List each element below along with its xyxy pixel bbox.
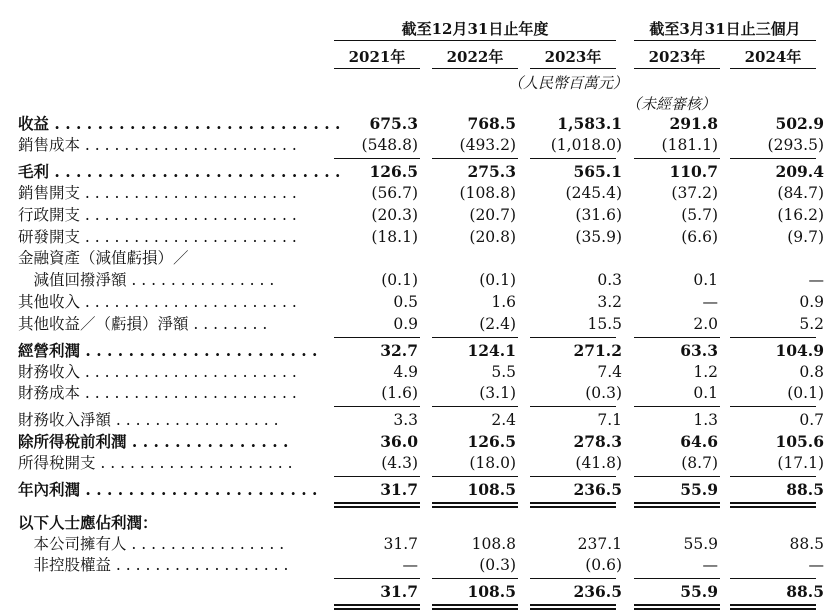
cell: 3.2 (597, 293, 622, 311)
double-rule (432, 506, 518, 508)
double-rule (730, 604, 816, 606)
cell: — (808, 271, 824, 289)
row-finance-costs (0, 383, 830, 403)
row-rnd-expenses (0, 227, 830, 247)
row-label: 其他收益／（虧損）淨額 . . . . . . . . (18, 315, 268, 333)
year-underline-2021 (334, 68, 420, 69)
subtotal-rule-cols (334, 476, 420, 477)
subtotal-rule-cols (730, 337, 816, 338)
subtotal-rule-cols (432, 578, 518, 579)
row-label: 所得稅開支 . . . . . . . . . . . . . . . . . . . . (18, 454, 293, 472)
cell: 1.6 (491, 293, 516, 311)
year-underline-2022 (432, 68, 518, 69)
cell: 124.1 (467, 341, 516, 360)
row-operating-profit (0, 341, 830, 361)
cell: 0.8 (799, 363, 824, 381)
cell: (84.7) (777, 184, 824, 202)
year-header-2021: 2021年 (348, 48, 406, 66)
subtotal-rule-cols (530, 476, 616, 477)
subtotal-rule-cols (634, 158, 720, 159)
cell: (1,018.0) (550, 136, 622, 154)
subtotal-rule-cols (432, 337, 518, 338)
row-label: 金融資產（減值虧損）／ (18, 249, 189, 267)
double-rule (432, 608, 518, 610)
year-header-2023: 2023年 (544, 48, 602, 66)
cell: (0.1) (381, 271, 418, 289)
row-other-gains (0, 314, 830, 334)
cell: 2.4 (491, 411, 516, 429)
cell: 110.7 (669, 162, 718, 181)
row-profit-before-tax (0, 432, 830, 452)
double-rule (634, 502, 720, 504)
row-label: 年內利潤 . . . . . . . . . . . . . . . . . . . . . . (18, 480, 318, 499)
period-group-annual: 截至12月31日止年度 (401, 20, 549, 38)
year-header-2022: 2022年 (446, 48, 504, 66)
row-label: 研發開支 . . . . . . . . . . . . . . . . . . . . . . (18, 228, 297, 246)
cell: 5.5 (491, 363, 516, 381)
unaudited-note: （未經審核） (626, 95, 717, 113)
cell: (41.8) (575, 454, 622, 472)
subtotal-rule-cols (634, 476, 720, 477)
subtotal-rule-cols (334, 158, 420, 159)
cell: 565.1 (573, 162, 622, 181)
cell: (181.1) (661, 136, 718, 154)
cell: 31.7 (383, 535, 418, 553)
cell: 108.5 (467, 582, 516, 601)
cell: (493.2) (459, 136, 516, 154)
subtotal-rule-cols (634, 578, 720, 579)
cell: 0.9 (393, 315, 418, 333)
cell: 15.5 (587, 315, 622, 333)
subtotal-rule-cols (634, 406, 720, 407)
double-rule (530, 506, 616, 508)
cell: (4.3) (381, 454, 418, 472)
double-rule (730, 502, 816, 504)
cell: (31.6) (575, 206, 622, 224)
cell: 0.1 (693, 271, 718, 289)
cell: 768.5 (467, 114, 516, 133)
subtotal-rule-cols (432, 158, 518, 159)
cell: (56.7) (371, 184, 418, 202)
cell: 236.5 (573, 480, 622, 499)
double-rule (634, 608, 720, 610)
subtotal-rule-cols (334, 578, 420, 579)
cell: 108.5 (467, 480, 516, 499)
row-label: 其他收入 . . . . . . . . . . . . . . . . . . . . . . (18, 293, 297, 311)
row-admin-expenses (0, 205, 830, 225)
year-header-2023-q: 2023年 (648, 48, 706, 66)
group-underline-quarter (634, 40, 816, 41)
cell: 0.9 (799, 293, 824, 311)
cell: 55.9 (680, 582, 718, 601)
cell: (35.9) (575, 228, 622, 246)
double-rule (530, 608, 616, 610)
group-underline-annual (334, 40, 616, 41)
row-impairment-net (0, 270, 830, 290)
double-rule (634, 506, 720, 508)
row-label: 除所得稅前利潤 . . . . . . . . . . . . . . . (18, 432, 289, 451)
subtotal-rule-cols (730, 578, 816, 579)
row-label: 銷售成本 . . . . . . . . . . . . . . . . . . . . . . (18, 136, 297, 154)
row-label: 財務成本 . . . . . . . . . . . . . . . . . . . . . . (18, 384, 297, 402)
cell: 88.5 (786, 582, 824, 601)
cell: (8.7) (681, 454, 718, 472)
row-attributable-total (0, 582, 830, 602)
row-label: 本公司擁有人 . . . . . . . . . . . . . . . . (18, 535, 285, 553)
cell: 63.3 (680, 341, 718, 360)
subtotal-rule-cols (432, 476, 518, 477)
subtotal-rule-cols (530, 406, 616, 407)
row-attributable-heading (0, 513, 830, 533)
cell: 7.4 (597, 363, 622, 381)
cell: 31.7 (380, 582, 418, 601)
year-underline-2024-q (730, 68, 816, 69)
row-selling-expenses (0, 183, 830, 203)
cell: 675.3 (369, 114, 418, 133)
cell: (6.6) (681, 228, 718, 246)
row-label: 經營利潤 . . . . . . . . . . . . . . . . . . . . . . (18, 341, 318, 360)
cell: 7.1 (597, 411, 622, 429)
cell: 237.1 (577, 535, 622, 553)
cell: (0.1) (787, 384, 824, 402)
cell: (0.6) (585, 556, 622, 574)
row-label: 收益 . . . . . . . . . . . . . . . . . . . . . . . . . . . (18, 114, 341, 133)
cell: 55.9 (680, 480, 718, 499)
currency-note: （人民幣百萬元） (508, 74, 629, 92)
row-profit-for-year (0, 480, 830, 500)
period-group-quarter: 截至3月31日止三個月 (649, 20, 801, 38)
row-finance-income (0, 362, 830, 382)
cell: 126.5 (369, 162, 418, 181)
double-rule (530, 604, 616, 606)
cell: 236.5 (573, 582, 622, 601)
cell: 278.3 (573, 432, 622, 451)
cell: (293.5) (767, 136, 824, 154)
double-rule (730, 608, 816, 610)
cell: 88.5 (786, 480, 824, 499)
double-rule (334, 608, 420, 610)
double-rule (530, 502, 616, 504)
cell: (18.0) (469, 454, 516, 472)
row-owners (0, 534, 830, 554)
subtotal-rule-cols (432, 406, 518, 407)
double-rule (334, 502, 420, 504)
cell: (5.7) (681, 206, 718, 224)
row-label: 毛利 . . . . . . . . . . . . . . . . . . . . . . . . . . . (18, 162, 341, 181)
row-impairment-heading (0, 248, 830, 268)
cell: — (702, 293, 718, 311)
cell: 1.2 (693, 363, 718, 381)
cell: 275.3 (467, 162, 516, 181)
cell: (9.7) (787, 228, 824, 246)
row-net-finance-income (0, 410, 830, 430)
cell: 105.6 (775, 432, 824, 451)
row-income-tax (0, 453, 830, 473)
cell: 88.5 (789, 535, 824, 553)
row-label: 財務收入淨額 . . . . . . . . . . . . . . . . . (18, 411, 279, 429)
year-underline-2023-q (634, 68, 720, 69)
cell: — (402, 556, 418, 574)
subtotal-rule-cols (530, 578, 616, 579)
cell: 126.5 (467, 432, 516, 451)
subtotal-rule-cols (530, 337, 616, 338)
row-label: 銷售開支 . . . . . . . . . . . . . . . . . . . . . . (18, 184, 297, 202)
cell: 64.6 (680, 432, 718, 451)
cell: (37.2) (671, 184, 718, 202)
row-label: 行政開支 . . . . . . . . . . . . . . . . . . . . . . (18, 206, 297, 224)
cell: (245.4) (565, 184, 622, 202)
cell: (3.1) (479, 384, 516, 402)
cell: 36.0 (380, 432, 418, 451)
cell: 31.7 (380, 480, 418, 499)
row-gross-profit (0, 162, 830, 182)
cell: — (702, 556, 718, 574)
cell: 271.2 (573, 341, 622, 360)
double-rule (334, 604, 420, 606)
double-rule (634, 604, 720, 606)
subtotal-rule-cols (730, 158, 816, 159)
cell: 32.7 (380, 341, 418, 360)
row-label: 非控股權益 . . . . . . . . . . . . . . . . . . (18, 556, 289, 574)
cell: 502.9 (775, 114, 824, 133)
cell: 1,583.1 (557, 114, 622, 133)
cell: 2.0 (693, 315, 718, 333)
cell: (20.8) (469, 228, 516, 246)
double-rule (432, 502, 518, 504)
row-non-controlling (0, 555, 830, 575)
row-revenue (0, 114, 830, 134)
row-cost-of-sales (0, 135, 830, 155)
row-other-income (0, 292, 830, 312)
cell: 104.9 (775, 341, 824, 360)
cell: (2.4) (479, 315, 516, 333)
cell: — (808, 556, 824, 574)
subtotal-rule-cols (530, 158, 616, 159)
subtotal-rule-cols (334, 337, 420, 338)
cell: (1.6) (381, 384, 418, 402)
cell: (0.1) (479, 271, 516, 289)
cell: 4.9 (393, 363, 418, 381)
cell: 1.3 (693, 411, 718, 429)
row-label: 減值回撥淨額 . . . . . . . . . . . . . . . (18, 271, 275, 289)
cell: (548.8) (361, 136, 418, 154)
double-rule (730, 506, 816, 508)
cell: 0.7 (799, 411, 824, 429)
cell: 209.4 (775, 162, 824, 181)
year-underline-2023 (530, 68, 616, 69)
cell: 5.2 (799, 315, 824, 333)
cell: (18.1) (371, 228, 418, 246)
cell: (17.1) (777, 454, 824, 472)
cell: 3.3 (393, 411, 418, 429)
double-rule (334, 506, 420, 508)
cell: 0.5 (393, 293, 418, 311)
row-label: 以下人士應佔利潤： (18, 513, 158, 532)
cell: (20.3) (371, 206, 418, 224)
cell: 108.8 (471, 535, 516, 553)
subtotal-rule-cols (634, 337, 720, 338)
year-header-2024-q: 2024年 (744, 48, 802, 66)
row-label: 財務收入 . . . . . . . . . . . . . . . . . . . . . . (18, 363, 297, 381)
double-rule (432, 604, 518, 606)
cell: (20.7) (469, 206, 516, 224)
cell: 291.8 (669, 114, 718, 133)
subtotal-rule-cols (730, 406, 816, 407)
cell: 0.3 (597, 271, 622, 289)
cell: (0.3) (585, 384, 622, 402)
cell: 55.9 (683, 535, 718, 553)
cell: (108.8) (459, 184, 516, 202)
cell: (16.2) (777, 206, 824, 224)
subtotal-rule-cols (334, 406, 420, 407)
cell: 0.1 (693, 384, 718, 402)
subtotal-rule-cols (730, 476, 816, 477)
cell: (0.3) (479, 556, 516, 574)
